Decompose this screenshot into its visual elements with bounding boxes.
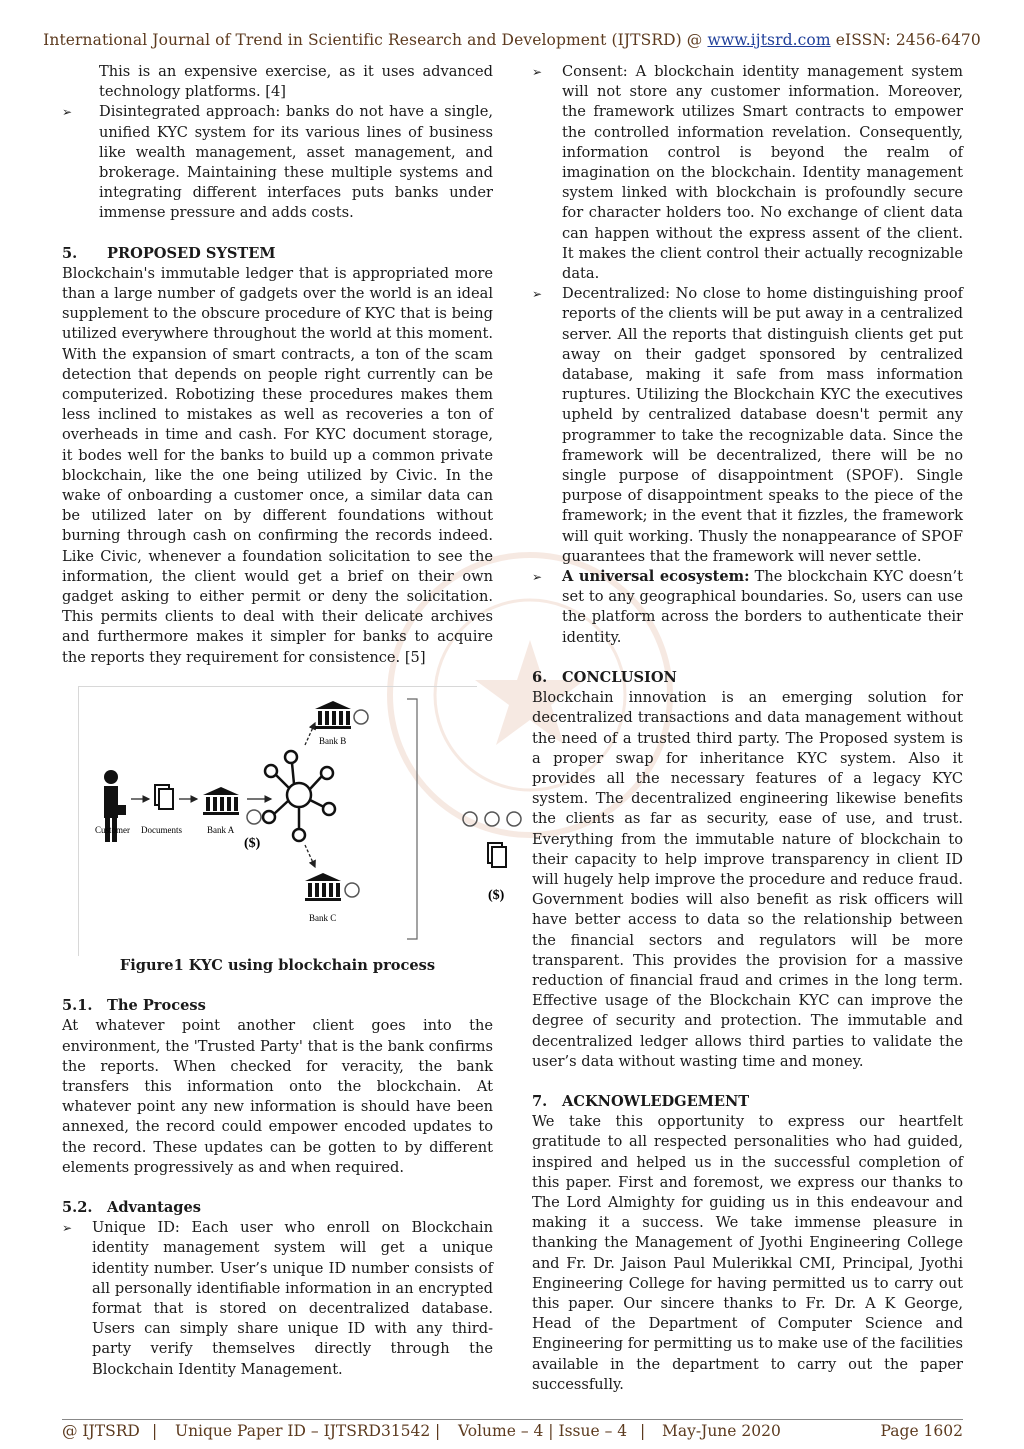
- dollar-label: ($): [244, 835, 261, 851]
- bullet-universal: [532, 567, 963, 648]
- footer-volume: Volume – 4 | Issue – 4: [458, 1422, 628, 1440]
- section-heading-7: [532, 1092, 963, 1112]
- footer-separator: |: [152, 1422, 158, 1440]
- bullet-decentralized: [532, 284, 963, 567]
- section-title: The Process: [107, 997, 206, 1015]
- bank-c-icon: [305, 873, 341, 901]
- check-icon: [507, 812, 521, 826]
- bullet-text: [562, 567, 963, 648]
- check-icon: [463, 812, 477, 826]
- bullet-consent: [532, 62, 963, 284]
- check-icon: [354, 710, 368, 724]
- footer-paper-id: Unique Paper ID – IJTSRD31542: [175, 1422, 431, 1440]
- bank-b-icon: [315, 701, 351, 729]
- section-number: 7.: [532, 1092, 548, 1110]
- kyc-diagram: [79, 687, 477, 956]
- bullet-disintegrated: [62, 102, 493, 223]
- bullet-text: Unique ID: Each user who enroll on Blockchain identity management system will get a unique identity number. User’s unique ID number consists of all personally identifiable information in an encrypted format that is stored on decentralized database. Users can simply share unique ID with any third-party verify themselves directly through the Blockchain Identity Management.: [92, 1219, 493, 1378]
- footer-page-number: Page 1602: [880, 1422, 963, 1440]
- arrow-bullet-icon: ➢: [532, 65, 543, 79]
- kyc-figure: [78, 686, 477, 956]
- bank-b-label: Bank B: [319, 735, 347, 746]
- journal-title: International Journal of Trend in Scientific Research and Development (IJTSRD) @: [43, 31, 708, 49]
- documents-label: Documents: [141, 824, 182, 835]
- footer-brand: @ IJTSRD: [62, 1422, 140, 1440]
- section-heading-5: [62, 244, 493, 264]
- bullet-lead: A universal ecosystem:: [562, 568, 750, 586]
- bank-c-label: Bank C: [309, 912, 337, 923]
- section-heading-5-1: [62, 996, 493, 1016]
- section-5-body: Blockchain's immutable ledger that is appropriated more than a large number of gadgets over the world is an ideal supplement to the obscure procedure of KYC that is being utilized everywhere throughout the world at this moment. With the expansion of smart contracts, a ton of the scam detection that depends on people right currently can be computerized. Robotizing these procedures makes them less inclined to mistakes as well as recoveries a ton of overheads in time and cash. For KYC document storage, it bodes well for the banks to build up a common private blockchain, like the one being utilized by Civic. In the wake of onboarding a customer once, a similar data can be utilized later on by different foundations without burning through cash on confirming the records indeed. Like Civic, whenever a foundation solicitation to see the information, the client would get a brief on their own gadget asking to either permit or deny the solicitation. This permits clients to deal with their delicate archives and furthermore makes it simpler for banks to acquire the reports they requirement for consistence. [5]: [62, 264, 493, 666]
- page-header: [0, 31, 1024, 49]
- footer-date: May-June 2020: [662, 1422, 781, 1440]
- right-column: [532, 62, 963, 1395]
- customer-label: Customer: [95, 824, 130, 835]
- check-icon: [485, 812, 499, 826]
- section-title: Advantages: [107, 1198, 201, 1216]
- bank-a-label: Bank A: [207, 824, 235, 835]
- arrow-bullet-icon: ➢: [532, 287, 543, 302]
- bank-a-icon: [203, 787, 239, 815]
- dollar-label: ($): [488, 888, 505, 903]
- section-7-body: We take this opportunity to express our heartfelt gratitude to all respected personalities who had guided, inspired and helped us in the successful completion of this paper. First and foremost, we express our thanks to The Lord Almighty for guiding us in this endeavour and making it a success. We take immense pleasure in thanking the Management of Jyothi Engineering College and Fr. Dr. Jaison Paul Mulerikkal CMI, Principal, Jyothi Engineering College for having permitted us to carry out this paper. Our sincere thanks to Fr. Dr. A K George, Head of the Department of Computer Science and Engineering for permitting us to make use of the facilities available in the department to carry out the paper successfully.: [532, 1113, 963, 1393]
- section-number: 5.: [62, 244, 78, 262]
- arrow-bullet-icon: ➢: [532, 570, 543, 585]
- arrow-bullet-icon: ➢: [62, 105, 73, 120]
- bullet-text: Disintegrated approach: banks do not have a single, unified KYC system for its various lines of business like wealth management, asset management, and brokerage. Maintaining these multiple systems and integrating different interfaces puts banks under immense pressure and adds costs.: [99, 103, 493, 222]
- documents-icon: [488, 843, 506, 867]
- arrow-bullet-icon: ➢: [62, 1221, 73, 1236]
- bullet-rest: The blockchain KYC doesn’t set to any geographical boundaries. So, users can use the platform across the borders to authenticate their identity.: [562, 568, 963, 646]
- eissn: eISSN: 2456-6470: [830, 31, 981, 49]
- continued-bullet-text: This is an expensive exercise, as it uses advanced technology platforms. [4]: [99, 63, 493, 101]
- blockchain-network-icon: [263, 751, 335, 841]
- footer-separator: |: [435, 1422, 441, 1440]
- bullet-text: Consent: A blockchain identity management system will not store any customer information. Moreover, the framework utilizes Smart contracts to empower the controlled information revelation. Consequently, information control is beyond the realm of imagination on the blockchain. Identity management system linked with blockchain is profoundly secure for character holders too. No exchange of client data can happen without the express assent of the client. It makes the client control their actually recognizable data.: [562, 63, 963, 283]
- section-number: 5.2.: [62, 1198, 93, 1216]
- bullet-text: Decentralized: No close to home distinguishing proof reports of the clients will be put away in a centralized server. All the reports that distinguish clients get put away on their gadget sponsored by centralized database, making it safe from mass information ruptures. Utilizing the Blockchain KYC the executives upheld by centralized database doesn't permit any programmer to take the recognizable data. Since the framework will be decentralized, there will be no single purpose of disappointment (SPOF). Single purpose of disappointment speaks to the piece of the framework; in the event that it fizzles, the framework will quit working. Thusly the nonappearance of SPOF guarantees that the framework will never settle.: [562, 285, 963, 565]
- bullet-unique-id: [62, 1218, 493, 1380]
- section-heading-5-2: [62, 1198, 493, 1218]
- section-title: PROPOSED SYSTEM: [107, 244, 276, 262]
- section-number: 6.: [532, 668, 548, 686]
- section-heading-6: [532, 668, 963, 688]
- left-column: [62, 62, 505, 1380]
- check-icon: [247, 810, 261, 824]
- page-footer: [62, 1419, 963, 1440]
- section-title: CONCLUSION: [562, 668, 677, 686]
- documents-icon: [155, 785, 173, 809]
- check-icon: [345, 883, 359, 897]
- kyc-diagram-right: [462, 797, 542, 937]
- section-5-1-body: At whatever point another client goes into the environment, the 'Trusted Party' that is the bank confirms the reports. When checked for veracity, the bank transfers this information onto the blockchain. At whatever point any new information is should have been annexed, the record could empower encoded updates to the record. These updates can be gotten to by different elements progressively as and when required.: [62, 1017, 493, 1176]
- section-title: ACKNOWLEDGEMENT: [562, 1092, 750, 1110]
- journal-url-link[interactable]: www.ijtsrd.com: [707, 31, 831, 49]
- footer-separator: |: [640, 1422, 646, 1440]
- section-6-body: Blockchain innovation is an emerging solution for decentralized transactions and data management without the need of a trusted third party. The Proposed system is a proper swap for inheritance KYC system. Also it provides all the necessary features of a legacy KYC system. The decentralized engineering likewise benefits the clients as far as security, ease of use, and trust. Everything from the immutable nature of blockchain to their capacity to help improve transparency in client ID will hugely help improve the procedure and reduce fraud. Government bodies will also benefit as risk officers will have better access to data so the relationship between the financial sectors and regulators will be more transparent. This provides the provision for a massive reduction of financial fraud and crimes in the long term. Effective usage of the Blockchain KYC can improve the degree of security and protection. The immutable and decentralized ledger allows third parties to validate the user’s data without wasting time and money.: [532, 689, 963, 1070]
- section-number: 5.1.: [62, 997, 93, 1015]
- figure-caption: Figure1 KYC using blockchain process: [119, 956, 436, 974]
